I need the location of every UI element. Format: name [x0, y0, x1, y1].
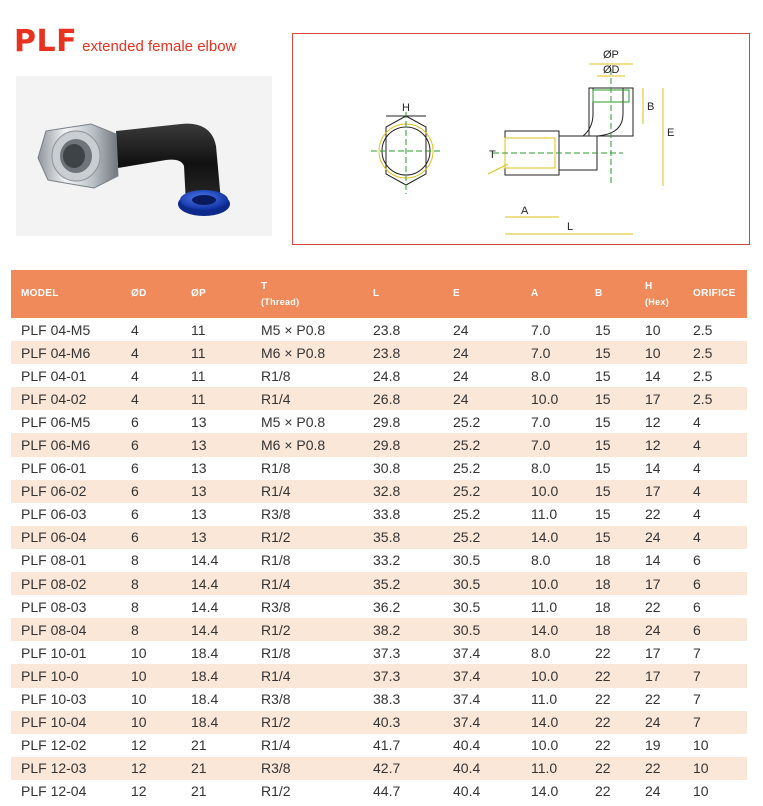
col-hex: H (Hex): [645, 280, 670, 307]
cell-l: 38.3: [373, 691, 401, 708]
table-row: [11, 318, 747, 341]
cell-orifice: 6: [693, 552, 701, 569]
cell-thread: M5 × P0.8: [261, 413, 326, 430]
cell-b: 15: [595, 460, 611, 477]
table-row: [11, 734, 747, 757]
cell-op: 11: [191, 390, 206, 407]
cell-b: 15: [595, 390, 611, 407]
cell-l: 40.3: [373, 714, 401, 731]
table-row: [11, 780, 747, 803]
cell-model: PLF 12-04: [21, 783, 87, 800]
cell-od: 12: [131, 760, 147, 777]
cell-hex: 17: [645, 390, 661, 407]
cell-b: 22: [595, 667, 611, 684]
cell-a: 7.0: [531, 321, 551, 338]
cell-orifice: 6: [693, 598, 701, 615]
cell-a: 8.0: [531, 552, 551, 569]
cell-thread: R1/8: [261, 460, 291, 477]
cell-l: 30.8: [373, 460, 401, 477]
cell-thread: M6 × P0.8: [261, 437, 326, 454]
cell-b: 15: [595, 437, 611, 454]
cell-a: 10.0: [531, 483, 559, 500]
cell-b: 15: [595, 413, 611, 430]
cell-l: 33.2: [373, 552, 401, 569]
cell-a: 8.0: [531, 367, 551, 384]
cell-l: 35.2: [373, 575, 401, 592]
cell-hex: 10: [645, 321, 661, 338]
table-row: [11, 711, 747, 734]
label-t: T: [489, 149, 496, 161]
cell-od: 8: [131, 575, 139, 592]
cell-model: PLF 06-04: [21, 529, 87, 546]
cell-l: 24.8: [373, 367, 401, 384]
cell-od: 6: [131, 460, 139, 477]
cell-od: 10: [131, 691, 147, 708]
cell-a: 10.0: [531, 575, 559, 592]
cell-op: 14.4: [191, 552, 219, 569]
product-title: [14, 24, 236, 59]
cell-model: PLF 06-M5: [21, 413, 91, 430]
cell-thread: R1/2: [261, 529, 291, 546]
table-row: [11, 526, 747, 549]
cell-b: 22: [595, 644, 611, 661]
cell-hex: 22: [645, 760, 661, 777]
cell-l: 29.8: [373, 413, 401, 430]
col-model: MODEL: [21, 288, 59, 299]
cell-b: 18: [595, 575, 611, 592]
col-thread: T (Thread): [261, 280, 300, 307]
label-op: ØP: [603, 49, 619, 61]
cell-op: 13: [191, 529, 207, 546]
cell-orifice: 4: [693, 506, 701, 523]
cell-op: 13: [191, 483, 207, 500]
cell-op: 18.4: [191, 644, 219, 661]
cell-op: 11: [191, 344, 206, 361]
table-row: [11, 618, 747, 641]
cell-model: PLF 10-04: [21, 714, 87, 731]
cell-orifice: 7: [693, 691, 701, 708]
cell-orifice: 6: [693, 621, 701, 638]
cell-op: 11: [191, 321, 206, 338]
col-a: A: [531, 288, 539, 299]
cell-b: 15: [595, 321, 611, 338]
cell-thread: R1/4: [261, 737, 291, 754]
cell-thread: R1/8: [261, 552, 291, 569]
cell-orifice: 4: [693, 413, 701, 430]
cell-hex: 22: [645, 598, 661, 615]
cell-model: PLF 10-0: [21, 667, 79, 684]
cell-od: 12: [131, 783, 147, 800]
cell-a: 11.0: [531, 506, 558, 523]
cell-od: 10: [131, 644, 147, 661]
label-a: A: [521, 205, 529, 217]
cell-e: 30.5: [453, 552, 481, 569]
cell-hex: 19: [645, 737, 661, 754]
cell-b: 15: [595, 367, 611, 384]
cell-b: 22: [595, 714, 611, 731]
cell-thread: R1/2: [261, 621, 291, 638]
table-row: [11, 503, 747, 526]
cell-e: 40.4: [453, 783, 481, 800]
cell-hex: 24: [645, 714, 661, 731]
cell-thread: R1/8: [261, 367, 291, 384]
cell-hex: 10: [645, 344, 661, 361]
cell-a: 7.0: [531, 344, 551, 361]
elbow-fitting-image: [16, 76, 272, 236]
table-row: [11, 387, 747, 410]
cell-e: 40.4: [453, 760, 481, 777]
product-photo: [16, 76, 272, 236]
cell-a: 7.0: [531, 413, 551, 430]
table-row: [11, 341, 747, 364]
cell-model: PLF 10-01: [21, 644, 87, 661]
cell-thread: R3/8: [261, 598, 291, 615]
cell-od: 6: [131, 483, 139, 500]
table-row: [11, 364, 747, 387]
cell-orifice: 7: [693, 667, 701, 684]
col-b: B: [595, 288, 603, 299]
cell-model: PLF 06-01: [21, 460, 87, 477]
cell-model: PLF 08-01: [21, 552, 87, 569]
cell-hex: 24: [645, 621, 661, 638]
cell-orifice: 10: [693, 737, 709, 754]
cell-b: 15: [595, 506, 611, 523]
cell-a: 11.0: [531, 598, 558, 615]
cell-e: 37.4: [453, 691, 481, 708]
cell-e: 24: [453, 321, 469, 338]
table-row: [11, 664, 747, 687]
cell-op: 13: [191, 413, 207, 430]
cell-l: 37.3: [373, 667, 401, 684]
cell-op: 18.4: [191, 714, 219, 731]
cell-b: 22: [595, 737, 611, 754]
cell-op: 21: [191, 783, 207, 800]
cell-l: 29.8: [373, 437, 401, 454]
cell-orifice: 4: [693, 460, 701, 477]
cell-l: 42.7: [373, 760, 401, 777]
cell-thread: R1/4: [261, 575, 291, 592]
cell-l: 38.2: [373, 621, 401, 638]
cell-orifice: 4: [693, 437, 701, 454]
cell-model: PLF 06-02: [21, 483, 87, 500]
cell-orifice: 6: [693, 575, 701, 592]
cell-od: 4: [131, 367, 139, 384]
cell-orifice: 10: [693, 783, 709, 800]
cell-e: 30.5: [453, 598, 481, 615]
cell-thread: R1/2: [261, 714, 291, 731]
cell-thread: R1/4: [261, 390, 291, 407]
cell-orifice: 4: [693, 483, 701, 500]
cell-hex: 12: [645, 437, 661, 454]
cell-op: 13: [191, 437, 207, 454]
cell-b: 22: [595, 691, 611, 708]
cell-a: 10.0: [531, 390, 559, 407]
cell-l: 36.2: [373, 598, 401, 615]
cell-e: 40.4: [453, 737, 481, 754]
cell-od: 8: [131, 552, 139, 569]
cell-od: 4: [131, 344, 139, 361]
cell-op: 21: [191, 737, 207, 754]
table-row: [11, 688, 747, 711]
cell-hex: 17: [645, 483, 661, 500]
table-row: [11, 410, 747, 433]
cell-thread: R1/4: [261, 483, 291, 500]
cell-l: 35.8: [373, 529, 401, 546]
cell-model: PLF 04-M6: [21, 344, 91, 361]
cell-od: 10: [131, 667, 147, 684]
cell-thread: R1/2: [261, 783, 291, 800]
cell-e: 25.2: [453, 460, 481, 477]
cell-model: PLF 10-03: [21, 691, 87, 708]
cell-b: 18: [595, 598, 611, 615]
cell-hex: 22: [645, 506, 661, 523]
cell-b: 18: [595, 621, 611, 638]
col-orifice: ORIFICE: [693, 288, 736, 299]
cell-op: 11: [191, 367, 206, 384]
cell-hex: 14: [645, 460, 661, 477]
cell-b: 22: [595, 783, 611, 800]
cell-op: 13: [191, 460, 207, 477]
table-header: [11, 270, 747, 318]
cell-hex: 17: [645, 575, 661, 592]
cell-e: 30.5: [453, 621, 481, 638]
table-row: [11, 595, 747, 618]
cell-l: 44.7: [373, 783, 401, 800]
table-body: [11, 318, 747, 803]
table-row: [11, 480, 747, 503]
cell-e: 25.2: [453, 529, 481, 546]
cell-thread: R1/4: [261, 667, 291, 684]
col-od: ØD: [131, 288, 147, 299]
cell-op: 18.4: [191, 691, 219, 708]
cell-e: 24: [453, 367, 469, 384]
cell-orifice: 2.5: [693, 344, 713, 361]
cell-a: 14.0: [531, 714, 559, 731]
cell-hex: 24: [645, 783, 661, 800]
cell-a: 11.0: [531, 760, 558, 777]
cell-od: 8: [131, 621, 139, 638]
cell-model: PLF 08-04: [21, 621, 87, 638]
cell-od: 8: [131, 598, 139, 615]
label-l: L: [567, 221, 574, 233]
cell-l: 26.8: [373, 390, 401, 407]
cell-od: 4: [131, 321, 139, 338]
table-row: [11, 433, 747, 456]
cell-a: 8.0: [531, 644, 551, 661]
cell-b: 22: [595, 760, 611, 777]
cell-orifice: 2.5: [693, 390, 713, 407]
cell-thread: M6 × P0.8: [261, 344, 326, 361]
label-h: H: [402, 102, 410, 114]
cell-hex: 12: [645, 413, 661, 430]
cell-op: 18.4: [191, 667, 219, 684]
table-row: [11, 641, 747, 664]
cell-op: 14.4: [191, 575, 219, 592]
cell-orifice: 4: [693, 529, 701, 546]
cell-model: PLF 06-M6: [21, 437, 91, 454]
cell-a: 14.0: [531, 783, 559, 800]
cell-hex: 22: [645, 691, 661, 708]
cell-orifice: 7: [693, 714, 701, 731]
label-b: B: [647, 101, 655, 113]
cell-op: 14.4: [191, 598, 219, 615]
table-row: [11, 457, 747, 480]
cell-l: 41.7: [373, 737, 401, 754]
cell-l: 23.8: [373, 321, 401, 338]
cell-e: 25.2: [453, 413, 481, 430]
cell-orifice: 2.5: [693, 367, 713, 384]
cell-model: PLF 08-03: [21, 598, 87, 615]
cell-model: PLF 06-03: [21, 506, 87, 523]
spec-table: [11, 270, 747, 803]
cell-thread: M5 × P0.8: [261, 321, 326, 338]
cell-model: PLF 04-02: [21, 390, 87, 407]
cell-l: 32.8: [373, 483, 401, 500]
cell-e: 25.2: [453, 483, 481, 500]
cell-model: PLF 12-02: [21, 737, 87, 754]
cell-b: 15: [595, 529, 611, 546]
cell-model: PLF 04-01: [21, 367, 87, 384]
cell-thread: R1/8: [261, 644, 291, 661]
cell-a: 14.0: [531, 529, 559, 546]
cell-hex: 14: [645, 552, 661, 569]
table-row: [11, 572, 747, 595]
col-l: L: [373, 288, 380, 299]
product-code: PLF: [14, 24, 78, 59]
cell-e: 24: [453, 390, 469, 407]
cell-l: 23.8: [373, 344, 401, 361]
cell-od: 6: [131, 413, 139, 430]
cell-a: 10.0: [531, 737, 559, 754]
cell-hex: 14: [645, 367, 661, 384]
cell-e: 25.2: [453, 437, 481, 454]
cell-thread: R3/8: [261, 691, 291, 708]
cell-l: 33.8: [373, 506, 401, 523]
cell-b: 18: [595, 552, 611, 569]
cell-e: 25.2: [453, 506, 481, 523]
dimension-drawing: [292, 33, 750, 245]
cell-od: 4: [131, 390, 139, 407]
cell-op: 14.4: [191, 621, 219, 638]
cell-e: 37.4: [453, 667, 481, 684]
cell-e: 37.4: [453, 644, 481, 661]
cell-orifice: 7: [693, 644, 701, 661]
cell-a: 8.0: [531, 460, 551, 477]
cell-thread: R3/8: [261, 506, 291, 523]
label-od: ØD: [603, 64, 620, 76]
col-op: ØP: [191, 288, 207, 299]
cell-e: 37.4: [453, 714, 481, 731]
cell-hex: 17: [645, 644, 661, 661]
cell-model: PLF 04-M5: [21, 321, 91, 338]
cell-od: 6: [131, 529, 139, 546]
cell-orifice: 10: [693, 760, 709, 777]
cell-hex: 24: [645, 529, 661, 546]
cell-od: 6: [131, 506, 139, 523]
cell-od: 6: [131, 437, 139, 454]
cell-model: PLF 12-03: [21, 760, 87, 777]
col-e: E: [453, 288, 460, 299]
cell-b: 15: [595, 483, 611, 500]
label-e: E: [667, 127, 675, 139]
cell-a: 10.0: [531, 667, 559, 684]
table-row: [11, 549, 747, 572]
cell-a: 7.0: [531, 437, 551, 454]
product-subtitle: extended female elbow: [82, 38, 237, 55]
cell-orifice: 2.5: [693, 321, 713, 338]
cell-l: 37.3: [373, 644, 401, 661]
cell-thread: R3/8: [261, 760, 291, 777]
cell-e: 30.5: [453, 575, 481, 592]
technical-drawing-svg: [293, 34, 751, 246]
cell-od: 10: [131, 714, 147, 731]
cell-b: 15: [595, 344, 611, 361]
cell-op: 13: [191, 506, 207, 523]
cell-op: 21: [191, 760, 207, 777]
cell-od: 12: [131, 737, 147, 754]
cell-a: 14.0: [531, 621, 559, 638]
cell-hex: 17: [645, 667, 661, 684]
cell-a: 11.0: [531, 691, 558, 708]
cell-e: 24: [453, 344, 469, 361]
table-row: [11, 757, 747, 780]
cell-model: PLF 08-02: [21, 575, 87, 592]
